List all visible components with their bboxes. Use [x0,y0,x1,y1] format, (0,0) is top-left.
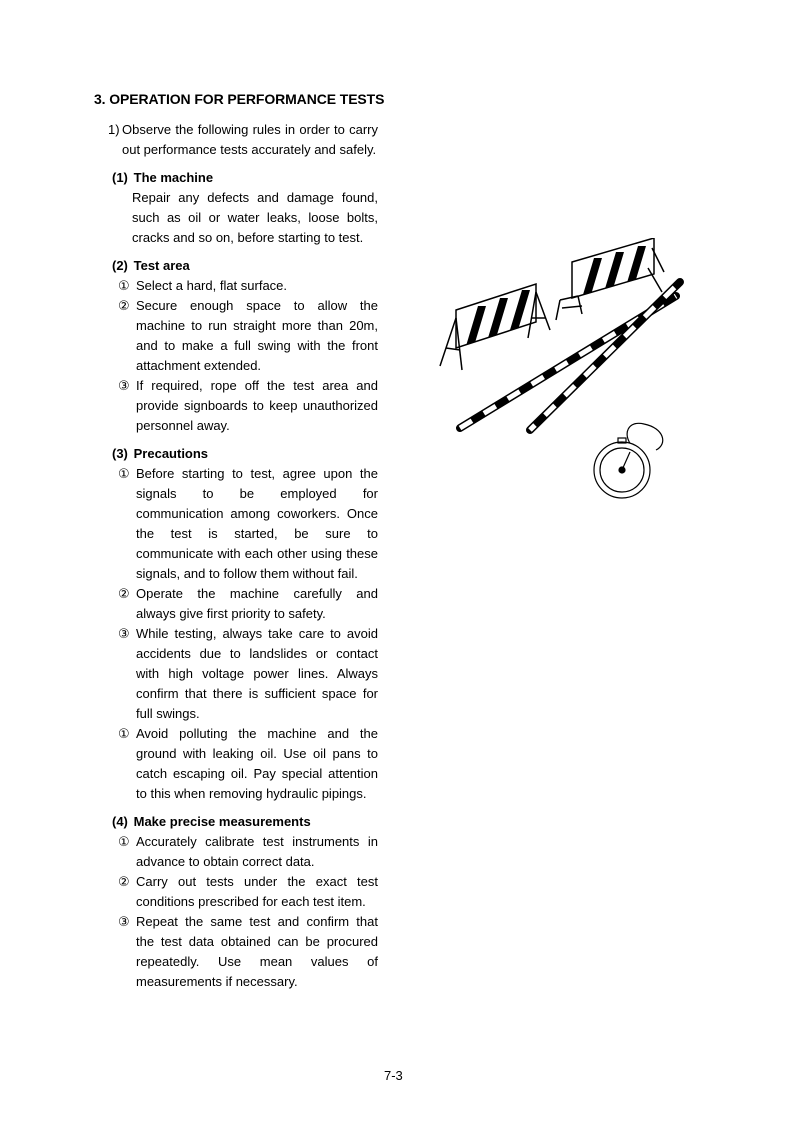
item-marker: ① [118,834,130,849]
striped-pole-short [530,282,680,430]
section-title: Make precise measurements [133,814,311,829]
item-text: Repeat the same test and confirm that the test data obtained can be procured repeatedly. Use mean values of measurements if necessary. [136,914,378,989]
list-item [118,832,378,872]
item-text: While testing, always take care to avoid accidents due to landslides or contact with high voltage power lines. Always confirm that there is sufficient space for full swings. [136,626,378,721]
section-test-area [98,256,388,444]
section-number: (2) [112,258,128,273]
item-text: Carry out tests under the exact test conditions prescribed for each test item. [136,874,378,909]
section-heading [112,444,388,464]
list-item [118,464,378,584]
list-item [118,296,378,376]
list-item [118,276,378,296]
intro-rule [108,120,388,160]
list-item [118,724,378,804]
section-heading [112,812,388,832]
item-text: Avoid polluting the machine and the ground with leaking oil. Use oil pans to catch escaping oil. Pay special attention to this when removing hydraulic pipings. [136,726,378,801]
item-marker: ② [118,298,130,313]
section-title: Precautions [133,446,209,461]
item-marker: ② [118,586,130,601]
item-text: If required, rope off the test area and provide signboards to keep unauthorized personnel away. [136,378,378,433]
section-machine [98,168,388,248]
item-marker: ① [118,726,130,741]
item-marker: ① [118,466,130,481]
section-title: Test area [133,258,190,273]
section-heading [112,256,388,276]
page-title: 3. OPERATION FOR PERFORMANCE TESTS [94,91,385,107]
item-text: Select a hard, flat surface. [136,278,288,293]
section-heading [112,168,388,188]
test-equipment-illustration [432,238,702,508]
section-body: Repair any defects and damage found, such as oil or water leaks, loose bolts, cracks and so on, before starting to test. [132,190,378,245]
section-number: (4) [112,814,128,829]
section-measurements [98,812,388,992]
list-item [118,376,378,436]
list-item [118,872,378,912]
item-text: Before starting to test, agree upon the signals to be employed for communication among coworkers. Once the test is started, be sure to communicate with each other using these signals, and to follow them without fail. [136,466,378,581]
list-item [118,584,378,624]
barricade-left [440,284,550,370]
stopwatch-icon [594,423,663,498]
list-item [118,912,378,992]
section-number: (1) [112,170,128,185]
item-marker: ② [118,874,130,889]
section-number: (3) [112,446,128,461]
item-marker: ③ [118,914,130,929]
item-text: Secure enough space to allow the machine to run straight more than 20m, and to make a full swing with the front attachment extended. [136,298,378,373]
item-text: Accurately calibrate test instruments in advance to obtain correct data. [136,834,378,869]
item-marker: ① [118,278,130,293]
item-text: Operate the machine carefully and always give first priority to safety. [136,586,378,621]
instructions-column [98,120,388,992]
list-item [118,624,378,724]
page-number: 7-3 [384,1068,403,1083]
item-marker: ③ [118,378,130,393]
intro-number: 1) [108,122,120,137]
section-precautions [98,444,388,812]
intro-text: Observe the following rules in order to carry out performance tests accurately and safely. [122,122,378,157]
item-marker: ③ [118,626,130,641]
section-title: The machine [133,170,214,185]
barricade-right [556,238,664,320]
